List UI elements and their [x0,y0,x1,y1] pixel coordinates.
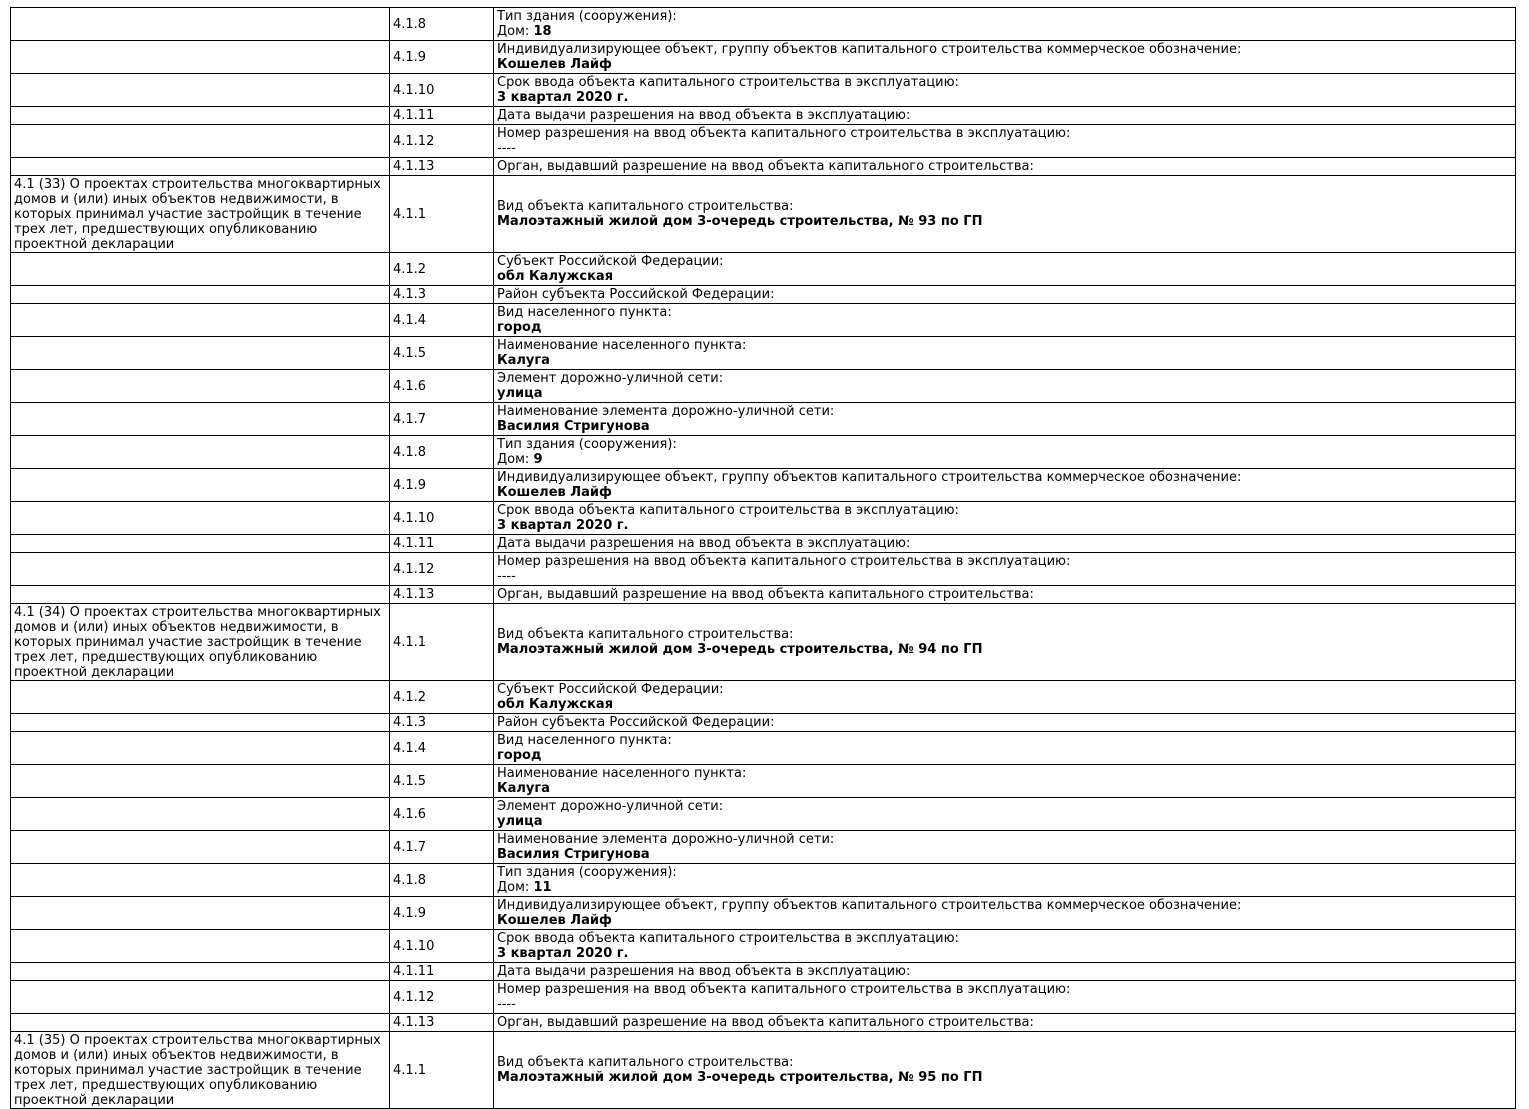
section-label-empty-cell [11,107,390,125]
table-row [11,604,1516,681]
table-row [11,337,1516,370]
section-label-empty-cell [11,714,390,732]
content-line [497,865,1512,880]
content-line [497,353,1512,368]
section-label-empty-cell [11,370,390,403]
content-value: Калуга [497,781,550,796]
content-line [497,287,1512,302]
table-row [11,502,1516,535]
table-row [11,286,1516,304]
content-line [497,799,1512,814]
row-content-cell [494,158,1516,176]
table-row [11,732,1516,765]
row-content-cell [494,798,1516,831]
row-content-cell [494,1032,1516,1109]
content-label: Тип здания (сооружения): [497,865,677,880]
row-content-cell [494,107,1516,125]
table-row [11,535,1516,553]
row-code: 4.1.12 [390,981,494,1014]
content-label: Срок ввода объекта капитального строительства в эксплуатацию: [497,75,959,90]
row-code: 4.1.11 [390,107,494,125]
content-line [497,269,1512,284]
content-label: Наименование населенного пункта: [497,338,747,353]
row-code: 4.1.1 [390,604,494,681]
section-label-empty-cell [11,253,390,286]
row-content-cell [494,1014,1516,1032]
row-content-cell [494,502,1516,535]
row-content-cell [494,304,1516,337]
table-row [11,41,1516,74]
content-line [497,338,1512,353]
section-label-empty-cell [11,798,390,831]
section-label-empty-cell [11,304,390,337]
row-content-cell [494,897,1516,930]
row-content-cell [494,403,1516,436]
content-value: улица [497,386,543,401]
table-row [11,107,1516,125]
row-content-cell [494,831,1516,864]
content-line [497,627,1512,642]
content-line [497,518,1512,533]
section-label-cell [11,176,390,253]
content-label: Вид населенного пункта: [497,733,672,748]
table-row [11,963,1516,981]
content-label: Номер разрешения на ввод объекта капитального строительства в эксплуатацию: [497,554,1071,569]
row-code: 4.1.9 [390,897,494,930]
content-label: Вид объекта капитального строительства: [497,627,794,642]
content-line [497,697,1512,712]
section-label-empty-cell [11,41,390,74]
content-label: Индивидуализирующее объект, группу объектов капитального строительства коммерческое обозначение: [497,470,1242,485]
section-label-empty-cell [11,930,390,963]
content-line [497,964,1512,979]
content-label: Тип здания (сооружения): [497,9,677,24]
section-label: 4.1 (35) О проектах строительства многоквартирных домов и (или) иных объектов недвижимости, в которых принимал участие застройщик в течение трех лет, предшествующих опубликованию проектной декларации [14,1033,381,1108]
content-label: Дом: [497,452,534,467]
content-line [497,108,1512,123]
content-label: Дом: [497,880,534,895]
content-line [497,126,1512,141]
section-label-empty-cell [11,286,390,304]
content-line [497,1070,1512,1085]
row-code: 4.1.7 [390,831,494,864]
content-line [497,485,1512,500]
content-line [497,847,1512,862]
table-row [11,176,1516,253]
content-line [497,898,1512,913]
content-line [497,946,1512,961]
content-label: Дата выдачи разрешения на ввод объекта в эксплуатацию: [497,536,911,551]
content-label: Наименование населенного пункта: [497,766,747,781]
section-label-empty-cell [11,981,390,1014]
content-line [497,452,1512,467]
content-label: Индивидуализирующее объект, группу объектов капитального строительства коммерческое обозначение: [497,898,1242,913]
content-label: Район субъекта Российской Федерации: [497,287,775,302]
content-label: Срок ввода объекта капитального строительства в эксплуатацию: [497,503,959,518]
content-label: ---- [497,569,516,584]
section-label-cell [11,1032,390,1109]
table-row [11,436,1516,469]
content-line [497,766,1512,781]
row-code: 4.1.13 [390,1014,494,1032]
content-line [497,214,1512,229]
content-line [497,90,1512,105]
content-value: Малоэтажный жилой дом 3-очередь строительства, № 94 по ГП [497,642,983,657]
content-line [497,682,1512,697]
table-row [11,8,1516,41]
content-line [497,141,1512,156]
content-label: Дата выдачи разрешения на ввод объекта в эксплуатацию: [497,964,911,979]
content-line [497,320,1512,335]
table-row [11,681,1516,714]
section-label-empty-cell [11,469,390,502]
table-row [11,125,1516,158]
content-value: Кошелев Лайф [497,57,612,72]
row-content-cell [494,469,1516,502]
row-code: 4.1.1 [390,176,494,253]
content-line [497,75,1512,90]
row-content-cell [494,864,1516,897]
content-label: Номер разрешения на ввод объекта капитального строительства в эксплуатацию: [497,982,1071,997]
content-line [497,982,1512,997]
content-line [497,569,1512,584]
table-row [11,304,1516,337]
row-content-cell [494,41,1516,74]
section-label-empty-cell [11,8,390,41]
content-label: Наименование элемента дорожно-уличной сети: [497,404,835,419]
row-code: 4.1.10 [390,74,494,107]
section-label-empty-cell [11,897,390,930]
content-value: город [497,320,542,335]
row-code: 4.1.5 [390,337,494,370]
content-line [497,24,1512,39]
content-value: Кошелев Лайф [497,485,612,500]
row-content-cell [494,286,1516,304]
content-label: Дата выдачи разрешения на ввод объекта в эксплуатацию: [497,108,911,123]
content-value: Калуга [497,353,550,368]
section-label-empty-cell [11,765,390,798]
section-label-empty-cell [11,553,390,586]
row-code: 4.1.2 [390,681,494,714]
row-content-cell [494,765,1516,798]
section-label-empty-cell [11,74,390,107]
row-content-cell [494,586,1516,604]
content-line [497,470,1512,485]
content-label: Вид населенного пункта: [497,305,672,320]
table-row [11,897,1516,930]
row-content-cell [494,981,1516,1014]
content-value: Малоэтажный жилой дом 3-очередь строительства, № 93 по ГП [497,214,983,229]
content-value: обл Калужская [497,697,614,712]
section-label-empty-cell [11,864,390,897]
table-row [11,469,1516,502]
content-label: Субъект Российской Федерации: [497,682,724,697]
table-row [11,253,1516,286]
content-label: Наименование элемента дорожно-уличной сети: [497,832,835,847]
row-content-cell [494,732,1516,765]
row-code: 4.1.10 [390,930,494,963]
row-content-cell [494,436,1516,469]
row-content-cell [494,963,1516,981]
content-line [497,554,1512,569]
row-code: 4.1.11 [390,963,494,981]
table-row [11,586,1516,604]
row-content-cell [494,125,1516,158]
row-code: 4.1.8 [390,8,494,41]
content-label: Субъект Российской Федерации: [497,254,724,269]
row-content-cell [494,681,1516,714]
row-code: 4.1.4 [390,304,494,337]
content-value: Малоэтажный жилой дом 3-очередь строительства, № 95 по ГП [497,1070,983,1085]
content-value: 9 [533,452,543,467]
section-label-empty-cell [11,125,390,158]
row-code: 4.1.12 [390,553,494,586]
content-value: улица [497,814,543,829]
content-label: Дом: [497,24,534,39]
content-line [497,781,1512,796]
section-label-cell [11,604,390,681]
content-value: 18 [533,24,552,39]
section-label-empty-cell [11,732,390,765]
content-line [497,419,1512,434]
row-code: 4.1.13 [390,586,494,604]
content-line [497,536,1512,551]
section-label: 4.1 (33) О проектах строительства многоквартирных домов и (или) иных объектов недвижимости, в которых принимал участие застройщик в течение трех лет, предшествующих опубликованию проектной декларации [14,177,381,252]
row-content-cell [494,930,1516,963]
content-value: 3 квартал 2020 г. [497,946,629,961]
row-content-cell [494,253,1516,286]
content-line [497,404,1512,419]
content-value: обл Калужская [497,269,614,284]
content-value: 3 квартал 2020 г. [497,90,629,105]
row-code: 4.1.7 [390,403,494,436]
section-label-empty-cell [11,337,390,370]
row-code: 4.1.1 [390,1032,494,1109]
row-code: 4.1.3 [390,286,494,304]
row-code: 4.1.5 [390,765,494,798]
content-line [497,642,1512,657]
content-line [497,57,1512,72]
section-label: 4.1 (34) О проектах строительства многоквартирных домов и (или) иных объектов недвижимости, в которых принимал участие застройщик в течение трех лет, предшествующих опубликованию проектной декларации [14,605,381,680]
row-code: 4.1.8 [390,436,494,469]
row-code: 4.1.6 [390,370,494,403]
declaration-table-body [11,8,1516,1109]
row-content-cell [494,74,1516,107]
row-code: 4.1.9 [390,469,494,502]
table-row [11,930,1516,963]
content-line [497,1055,1512,1070]
content-label: ---- [497,997,516,1012]
content-value: 3 квартал 2020 г. [497,518,629,533]
row-content-cell [494,604,1516,681]
content-label: Вид объекта капитального строительства: [497,199,794,214]
content-line [497,880,1512,895]
row-content-cell [494,8,1516,41]
content-line [497,437,1512,452]
table-row [11,158,1516,176]
content-line [497,832,1512,847]
table-row [11,798,1516,831]
content-line [497,254,1512,269]
content-value: город [497,748,542,763]
table-row [11,74,1516,107]
content-line [497,503,1512,518]
content-line [497,371,1512,386]
content-value: 11 [533,880,552,895]
content-line [497,997,1512,1012]
row-code: 4.1.3 [390,714,494,732]
content-line [497,199,1512,214]
content-label: Индивидуализирующее объект, группу объектов капитального строительства коммерческое обозначение: [497,42,1242,57]
table-row [11,714,1516,732]
content-line [497,748,1512,763]
table-row [11,981,1516,1014]
content-line [497,913,1512,928]
table-row [11,1014,1516,1032]
content-label: Орган, выдавший разрешение на ввод объекта капитального строительства: [497,587,1034,602]
content-label: Район субъекта Российской Федерации: [497,715,775,730]
section-label-empty-cell [11,502,390,535]
content-line [497,386,1512,401]
content-label: Элемент дорожно-уличной сети: [497,371,724,386]
section-label-empty-cell [11,436,390,469]
content-value: Василия Стригунова [497,847,650,862]
row-content-cell [494,714,1516,732]
content-line [497,9,1512,24]
section-label-empty-cell [11,963,390,981]
row-code: 4.1.8 [390,864,494,897]
table-row [11,864,1516,897]
content-line [497,159,1512,174]
row-content-cell [494,176,1516,253]
content-line [497,931,1512,946]
table-row [11,403,1516,436]
row-content-cell [494,370,1516,403]
section-label-empty-cell [11,681,390,714]
row-code: 4.1.11 [390,535,494,553]
content-label: ---- [497,141,516,156]
content-line [497,42,1512,57]
section-label-empty-cell [11,535,390,553]
content-label: Элемент дорожно-уличной сети: [497,799,724,814]
content-line [497,305,1512,320]
section-label-empty-cell [11,831,390,864]
content-value: Кошелев Лайф [497,913,612,928]
content-label: Вид объекта капитального строительства: [497,1055,794,1070]
content-label: Тип здания (сооружения): [497,437,677,452]
table-row [11,831,1516,864]
content-label: Срок ввода объекта капитального строительства в эксплуатацию: [497,931,959,946]
project-declaration-table [10,7,1516,1109]
content-line [497,733,1512,748]
section-label-empty-cell [11,586,390,604]
content-label: Номер разрешения на ввод объекта капитального строительства в эксплуатацию: [497,126,1071,141]
row-code: 4.1.10 [390,502,494,535]
row-code: 4.1.13 [390,158,494,176]
content-line [497,715,1512,730]
content-value: Василия Стригунова [497,419,650,434]
row-code: 4.1.9 [390,41,494,74]
content-line [497,587,1512,602]
row-content-cell [494,535,1516,553]
row-code: 4.1.2 [390,253,494,286]
table-row [11,765,1516,798]
row-code: 4.1.6 [390,798,494,831]
row-code: 4.1.4 [390,732,494,765]
content-line [497,814,1512,829]
section-label-empty-cell [11,403,390,436]
content-line [497,1015,1512,1030]
row-content-cell [494,553,1516,586]
table-row [11,1032,1516,1109]
content-label: Орган, выдавший разрешение на ввод объекта капитального строительства: [497,1015,1034,1030]
row-content-cell [494,337,1516,370]
section-label-empty-cell [11,1014,390,1032]
row-code: 4.1.12 [390,125,494,158]
table-row [11,553,1516,586]
table-row [11,370,1516,403]
content-label: Орган, выдавший разрешение на ввод объекта капитального строительства: [497,159,1034,174]
section-label-empty-cell [11,158,390,176]
